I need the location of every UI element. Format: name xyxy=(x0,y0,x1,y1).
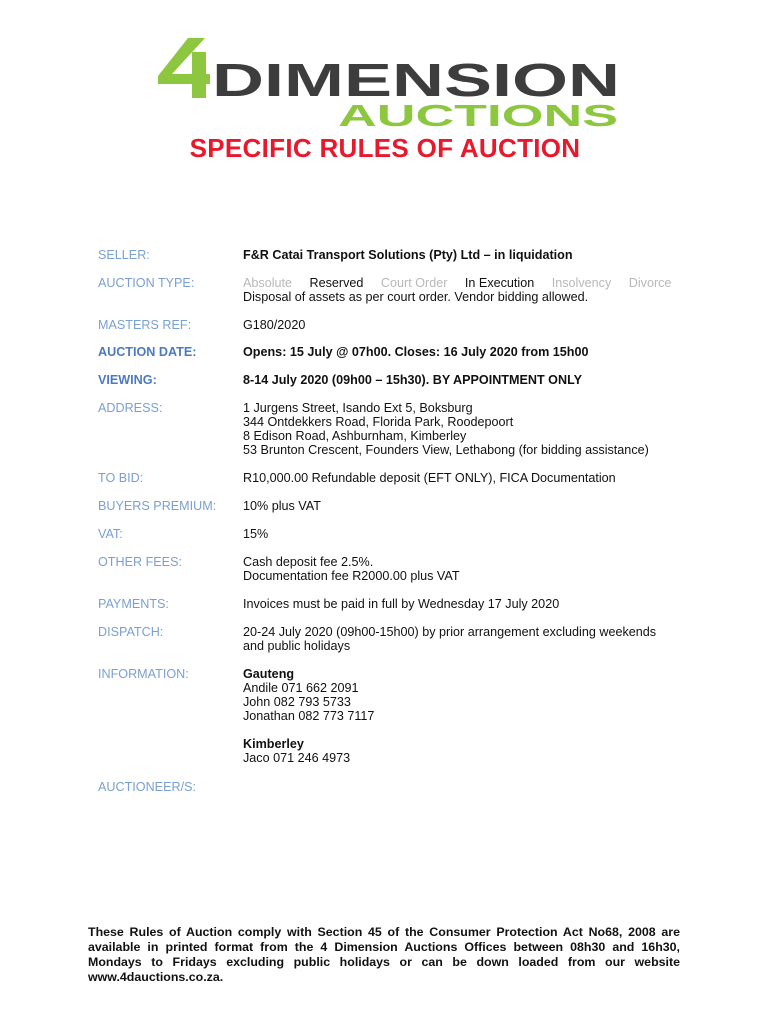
company-logo xyxy=(150,30,630,130)
fee-line: Cash deposit fee 2.5%. xyxy=(243,555,374,569)
to-bid-value: R10,000.00 Refundable deposit (EFT ONLY), FICA Documentation xyxy=(243,471,616,485)
logo-word-auctions: AUCTIONS xyxy=(338,98,618,130)
payments-label: PAYMENTS: xyxy=(98,597,169,611)
masters-ref-label: MASTERS REF: xyxy=(98,318,192,332)
viewing-value: 8-14 July 2020 (09h00 – 15h30). BY APPOINTMENT ONLY xyxy=(243,373,583,387)
viewing-label: VIEWING: xyxy=(98,373,157,387)
option-divorce: Divorce xyxy=(628,276,672,290)
auction-type-label: AUCTION TYPE: xyxy=(98,276,195,290)
option-court-order: Court Order xyxy=(380,276,448,290)
dispatch-label: DISPATCH: xyxy=(98,625,164,639)
address-line: 344 Ontdekkers Road, Florida Park, Roodepoort xyxy=(243,415,514,429)
logo-word-dimension: DIMENSION xyxy=(212,54,620,106)
auction-type-options xyxy=(243,276,693,290)
to-bid-label: TO BID: xyxy=(98,471,144,485)
dispatch-value xyxy=(243,625,693,653)
buyers-premium-label: BUYERS PREMIUM: xyxy=(98,499,217,513)
contact-line: John 082 793 5733 xyxy=(243,695,351,709)
dispatch-line: and public holidays xyxy=(243,639,351,653)
region-heading: Kimberley xyxy=(243,737,304,751)
auction-date-label: AUCTION DATE: xyxy=(98,345,197,359)
contact-line: Jonathan 082 773 7117 xyxy=(243,709,375,723)
seller-value: F&R Catai Transport Solutions (Pty) Ltd – in liquidation xyxy=(243,248,573,262)
option-reserved: Reserved xyxy=(309,276,364,290)
option-absolute: Absolute xyxy=(243,276,293,290)
masters-ref-value: G180/2020 xyxy=(243,318,306,332)
address-label: ADDRESS: xyxy=(98,401,163,415)
address-value xyxy=(243,401,693,457)
contact-line: Andile 071 662 2091 xyxy=(243,681,359,695)
seller-label: SELLER: xyxy=(98,248,150,262)
region-heading: Gauteng xyxy=(243,667,295,681)
address-line: 1 Jurgens Street, Isando Ext 5, Boksburg xyxy=(243,401,473,415)
information-label: INFORMATION: xyxy=(98,667,189,681)
logo-four-mark xyxy=(158,38,210,98)
contact-line: Jaco 071 246 4973 xyxy=(243,751,351,765)
information-value xyxy=(243,667,693,765)
page-title: SPECIFIC RULES OF AUCTION xyxy=(189,133,581,163)
vat-value: 15% xyxy=(243,527,269,541)
auction-type-value xyxy=(243,276,693,304)
fee-line: Documentation fee R2000.00 plus VAT xyxy=(243,569,460,583)
option-in-execution: In Execution xyxy=(464,276,535,290)
footer-notice: These Rules of Auction comply with Section 45 of the Consumer Protection Act No68, 2008 are available in printed format from the 4 Dimension Auctions Offices between 08h30 and 16h30, Mondays to Fridays excluding public holidays or can be down loaded from our website www.4dauctions.co.za. xyxy=(88,925,680,984)
other-fees-label: OTHER FEES: xyxy=(98,555,182,569)
dispatch-line: 20-24 July 2020 (09h00-15h00) by prior arrangement excluding weekends xyxy=(243,625,657,639)
option-insolvency: Insolvency xyxy=(551,276,612,290)
auction-type-note: Disposal of assets as per court order. Vendor bidding allowed. xyxy=(243,290,589,304)
buyers-premium-value: 10% plus VAT xyxy=(243,499,321,513)
payments-value: Invoices must be paid in full by Wednesday 17 July 2020 xyxy=(243,597,560,611)
vat-label: VAT: xyxy=(98,527,123,541)
other-fees-value xyxy=(243,555,693,583)
address-line: 8 Edison Road, Ashburnham, Kimberley xyxy=(243,429,467,443)
auction-date-value: Opens: 15 July @ 07h00. Closes: 16 July 2020 from 15h00 xyxy=(243,345,589,359)
address-line: 53 Brunton Crescent, Founders View, Lethabong (for bidding assistance) xyxy=(243,443,649,457)
auctioneers-label: AUCTIONEER/S: xyxy=(98,780,196,794)
